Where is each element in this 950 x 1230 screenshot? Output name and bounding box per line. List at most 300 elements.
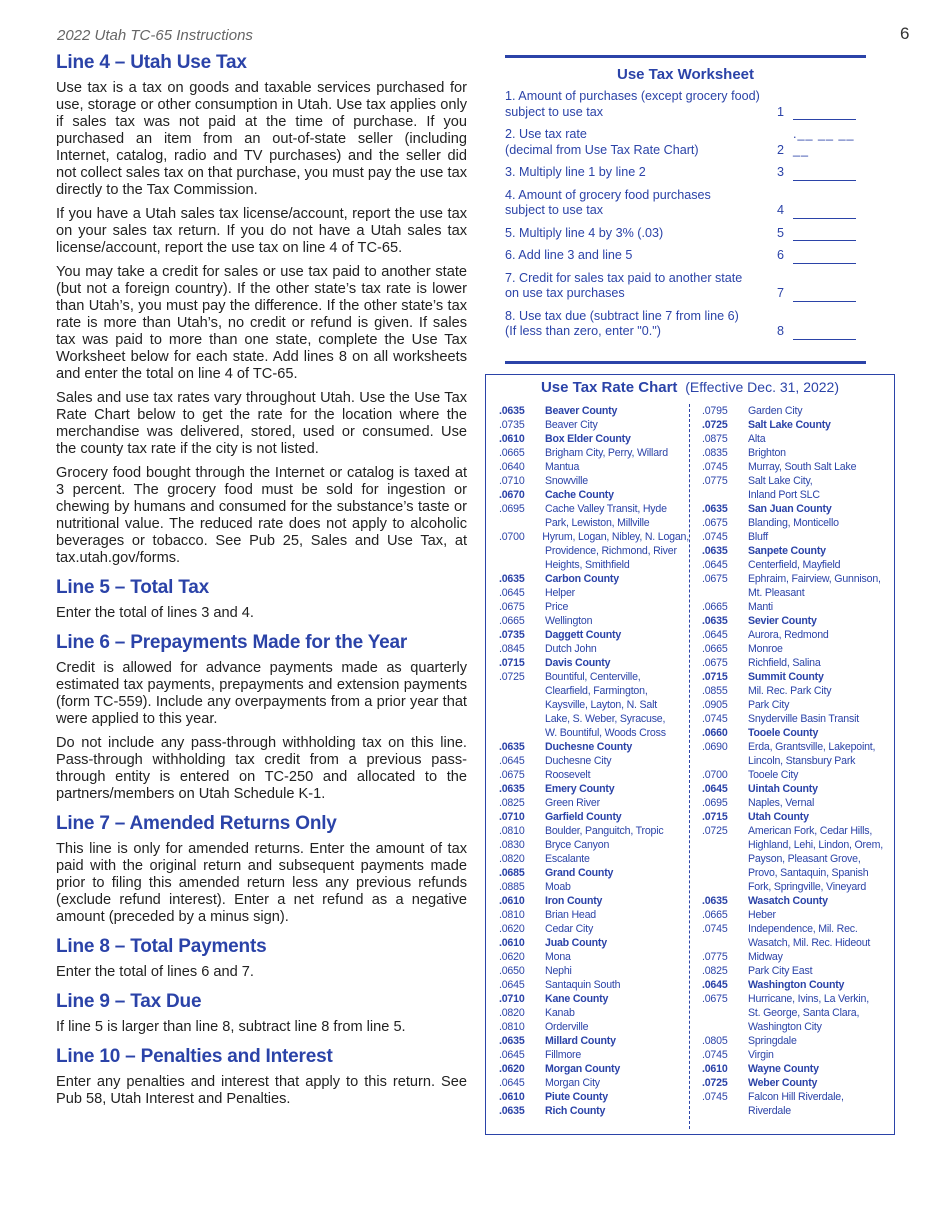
city-rate-row <box>499 558 689 572</box>
city-rate-row <box>702 474 892 488</box>
tax-rate: .0635 <box>702 545 728 557</box>
tax-rate: .0825 <box>499 797 525 809</box>
tax-rate: .0645 <box>499 1049 525 1061</box>
county-rate-row <box>499 1034 689 1048</box>
section-paragraph: Sales and use tax rates vary throughout Utah. Use the Use Tax Rate Chart below to get the rate for the location where the merchandise was delivered, stored, used or consumed. Use the county tax rate if the city is not listed. <box>56 390 467 457</box>
city-rate-row <box>702 754 892 768</box>
tax-rate: .0775 <box>702 475 728 487</box>
tax-rate <box>702 586 748 600</box>
tax-rate: .0675 <box>499 769 525 781</box>
location-name: Summit County <box>748 671 824 683</box>
worksheet-line-text: 5. Multiply line 4 by 3% (.03) <box>505 225 664 240</box>
county-rate-row <box>499 1062 689 1076</box>
answer-underline <box>793 328 856 340</box>
county-rate-row <box>702 614 892 628</box>
worksheet-line-text: 6. Add line 3 and line 5 <box>505 248 633 262</box>
tax-rate: .0690 <box>702 741 728 753</box>
city-rate-row <box>499 446 689 460</box>
rate-chart-column-2 <box>702 404 892 1118</box>
county-rate-row <box>702 670 892 684</box>
tax-rate: .0795 <box>702 405 728 417</box>
worksheet-answer-blank <box>793 89 866 120</box>
worksheet-line <box>505 248 866 264</box>
tax-rate: .0715 <box>702 811 728 823</box>
location-name: Wellington <box>545 615 593 627</box>
county-rate-row <box>702 894 892 908</box>
tax-rate: .0610 <box>702 1063 728 1075</box>
section-paragraph: Do not include any pass-through withholding tax on this line. Pass-through withholding tax credit from a previous pass-through entity is entered on TC-250 and allocated to the partners/members on Utah Schedule K-1. <box>56 735 467 802</box>
county-rate-row <box>499 628 689 642</box>
city-rate-row <box>702 796 892 810</box>
worksheet-line-number: 8 <box>777 324 785 338</box>
tax-rate: .0620 <box>499 951 525 963</box>
tax-rate <box>702 866 748 880</box>
county-rate-row <box>702 1076 892 1090</box>
tax-rate: .0745 <box>702 531 728 543</box>
county-rate-row <box>499 866 689 880</box>
instructions-column <box>56 52 467 1115</box>
tax-rate: .0745 <box>702 461 728 473</box>
location-name: Snowville <box>545 475 588 487</box>
tax-rate <box>702 852 748 866</box>
location-name: Juab County <box>545 937 607 949</box>
location-name: Erda, Grantsville, Lakepoint, <box>748 741 876 753</box>
city-rate-row <box>702 824 892 838</box>
location-name: Beaver City <box>545 419 598 431</box>
tax-rate: .0905 <box>702 699 728 711</box>
answer-underline <box>793 108 856 120</box>
city-rate-row <box>702 992 892 1006</box>
city-rate-row <box>702 572 892 586</box>
location-name: Brian Head <box>545 909 596 921</box>
location-name: Iron County <box>545 895 603 907</box>
location-name: Washington County <box>748 979 845 991</box>
tax-rate: .0745 <box>702 1091 728 1103</box>
location-name: Wasatch, Mil. Rec. Hideout <box>748 937 871 949</box>
tax-rate: .0665 <box>499 447 525 459</box>
tax-rate <box>499 544 545 558</box>
county-rate-row <box>499 488 689 502</box>
section-heading: Line 6 – Prepayments Made for the Year <box>56 632 408 653</box>
section-heading: Line 4 – Utah Use Tax <box>56 52 247 73</box>
city-rate-row <box>499 544 689 558</box>
city-rate-row <box>702 1048 892 1062</box>
tax-rate <box>702 1104 748 1118</box>
tax-rate: .0715 <box>499 657 525 669</box>
location-name: Monroe <box>748 643 783 655</box>
worksheet-line <box>505 89 866 120</box>
location-name: Davis County <box>545 657 611 669</box>
location-name: Kane County <box>545 993 609 1005</box>
tax-rate: .0635 <box>499 405 525 417</box>
tax-rate: .0745 <box>702 1049 728 1061</box>
city-rate-row <box>702 600 892 614</box>
location-name: Mt. Pleasant <box>748 587 805 599</box>
worksheet-line-number: 1 <box>777 104 785 119</box>
location-name: Mil. Rec. Park City <box>748 685 832 697</box>
city-rate-row <box>702 908 892 922</box>
rate-chart-subtitle: (Effective Dec. 31, 2022) <box>685 379 840 395</box>
location-name: San Juan County <box>748 503 832 515</box>
city-rate-row <box>702 642 892 656</box>
section-paragraph: Enter any penalties and interest that apply to this return. See Pub 58, Utah Interest and Penalties. <box>56 1074 467 1107</box>
location-name: Alta <box>748 433 766 445</box>
city-rate-row <box>499 474 689 488</box>
location-name: Hyrum, Logan, Nibley, N. Logan, <box>542 531 689 543</box>
worksheet-line-text: 3. Multiply line 1 by line 2 <box>505 165 646 179</box>
tax-rate: .0725 <box>499 671 525 683</box>
worksheet-line-text: 1. Amount of purchases (except grocery food) subject to use tax <box>505 89 760 119</box>
location-name: Grand County <box>545 867 614 879</box>
tax-rate: .0665 <box>499 615 525 627</box>
worksheet-answer-blank <box>793 165 866 181</box>
location-name: Garden City <box>748 405 803 417</box>
location-name: Sevier County <box>748 615 817 627</box>
tax-rate: .0635 <box>499 741 525 753</box>
tax-rate: .0725 <box>702 419 728 431</box>
tax-rate: .0645 <box>499 587 525 599</box>
tax-rate: .0885 <box>499 881 525 893</box>
location-name: Bluff <box>748 531 769 543</box>
city-rate-row <box>499 964 689 978</box>
section-paragraph: This line is only for amended returns. Enter the amount of tax paid with the original return and subsequent payments made prior to filing this amended return less any previous refunds (exclude refund interest). Enter a net refund as a negative amount (preceded by a minus sign). <box>56 841 467 925</box>
answer-underline <box>793 290 856 302</box>
city-rate-row <box>499 530 689 544</box>
tax-rate: .0675 <box>702 573 728 585</box>
city-rate-row <box>702 852 892 866</box>
tax-rate: .0645 <box>702 783 728 795</box>
location-name: Midway <box>748 951 783 963</box>
worksheet-line-number: 4 <box>777 203 785 217</box>
tax-rate: .0665 <box>702 909 728 921</box>
location-name: Brigham City, Perry, Willard <box>545 447 668 459</box>
tax-rate: .0635 <box>499 783 525 795</box>
city-rate-row <box>499 418 689 432</box>
tax-rate <box>499 516 545 530</box>
worksheet-answer-blank <box>793 309 866 340</box>
tax-rate: .0675 <box>702 657 728 669</box>
location-name: Kaysville, Layton, N. Salt <box>545 699 657 711</box>
worksheet-line-text: 2. Use tax rate (decimal from Use Tax Rate Chart) <box>505 127 699 157</box>
tax-rate: .0695 <box>702 797 728 809</box>
section-paragraph: If line 5 is larger than line 8, subtract line 8 from line 5. <box>56 1019 406 1035</box>
city-rate-row <box>499 1076 689 1090</box>
location-name: Box Elder County <box>545 433 631 445</box>
city-rate-row <box>499 684 689 698</box>
city-rate-row <box>702 936 892 950</box>
city-rate-row <box>499 838 689 852</box>
location-name: Independence, Mil. Rec. <box>748 923 858 935</box>
location-name: Price <box>545 601 569 613</box>
location-name: Aurora, Redmond <box>748 629 829 641</box>
tax-rate: .0700 <box>702 769 728 781</box>
tax-rate <box>702 1006 748 1020</box>
county-rate-row <box>499 992 689 1006</box>
answer-underline <box>793 169 856 181</box>
tax-rate: .0820 <box>499 1007 525 1019</box>
city-rate-row <box>499 642 689 656</box>
tax-rate: .0675 <box>499 601 525 613</box>
section-heading: Line 9 – Tax Due <box>56 991 202 1012</box>
location-name: Fillmore <box>545 1049 582 1061</box>
county-rate-row <box>499 894 689 908</box>
tax-rate: .0665 <box>702 643 728 655</box>
tax-rate: .0645 <box>499 755 525 767</box>
city-rate-row <box>499 502 689 516</box>
tax-rate: .0620 <box>499 923 525 935</box>
worksheet-line <box>505 226 866 242</box>
city-rate-row <box>702 1034 892 1048</box>
tax-rate: .0875 <box>702 433 728 445</box>
county-rate-row <box>499 740 689 754</box>
city-rate-row <box>702 950 892 964</box>
tax-rate <box>499 698 545 712</box>
city-rate-row <box>702 530 892 544</box>
location-name: Park City <box>748 699 790 711</box>
worksheet-line <box>505 309 866 340</box>
city-rate-row <box>499 908 689 922</box>
tax-rate: .0810 <box>499 1021 525 1033</box>
tax-rate <box>702 936 748 950</box>
location-name: Piute County <box>545 1091 608 1103</box>
city-rate-row <box>499 712 689 726</box>
location-name: Tooele City <box>748 769 799 781</box>
location-name: Providence, Richmond, River <box>545 545 677 557</box>
tax-rate: .0805 <box>702 1035 728 1047</box>
tax-rate: .0710 <box>499 993 525 1005</box>
location-name: Morgan County <box>545 1063 621 1075</box>
location-name: Park, Lewiston, Millville <box>545 517 650 529</box>
tax-rate: .0660 <box>702 727 728 739</box>
city-rate-row <box>499 460 689 474</box>
tax-rate: .0635 <box>499 1035 525 1047</box>
tax-rate: .0700 <box>499 531 525 543</box>
tax-rate: .0685 <box>499 867 525 879</box>
section-heading: Line 10 – Penalties and Interest <box>56 1046 333 1067</box>
tax-rate <box>499 558 545 572</box>
city-rate-row <box>702 558 892 572</box>
city-rate-row <box>702 656 892 670</box>
section-paragraph: Enter the total of lines 6 and 7. <box>56 964 254 980</box>
location-name: Heber <box>748 909 776 921</box>
location-name: Duchesne City <box>545 755 612 767</box>
tax-rate: .0745 <box>702 713 728 725</box>
city-rate-row <box>499 586 689 600</box>
location-name: Daggett County <box>545 629 622 641</box>
tax-rate: .0835 <box>702 447 728 459</box>
city-rate-row <box>702 446 892 460</box>
document-header-title: 2022 Utah TC-65 Instructions <box>57 27 253 44</box>
tax-rate <box>702 488 748 502</box>
city-rate-row <box>702 586 892 600</box>
location-name: Green River <box>545 797 600 809</box>
tax-rate: .0855 <box>702 685 728 697</box>
section-heading: Line 5 – Total Tax <box>56 577 210 598</box>
city-rate-row <box>702 866 892 880</box>
answer-underline <box>793 252 856 264</box>
location-name: Cedar City <box>545 923 594 935</box>
tax-rate: .0725 <box>702 1077 728 1089</box>
county-rate-row <box>702 544 892 558</box>
location-name: Wayne County <box>748 1063 819 1075</box>
city-rate-row <box>499 1048 689 1062</box>
location-name: Naples, Vernal <box>748 797 815 809</box>
city-rate-row <box>499 670 689 684</box>
tax-rate <box>702 880 748 894</box>
location-name: Ephraim, Fairview, Gunnison, <box>748 573 881 585</box>
tax-rate: .0645 <box>702 559 728 571</box>
worksheet-lines <box>505 89 866 340</box>
tax-rate: .0710 <box>499 811 525 823</box>
city-rate-row <box>702 964 892 978</box>
use-tax-rate-chart <box>485 374 895 1135</box>
location-name: Salt Lake County <box>748 419 831 431</box>
location-name: Kanab <box>545 1007 575 1019</box>
tax-rate: .0735 <box>499 419 525 431</box>
worksheet-line <box>505 271 866 302</box>
location-name: Virgin <box>748 1049 774 1061</box>
location-name: Boulder, Panguitch, Tropic <box>545 825 664 837</box>
tax-rate: .0610 <box>499 433 525 445</box>
city-rate-row <box>499 1020 689 1034</box>
location-name: Falcon Hill Riverdale, <box>748 1091 844 1103</box>
city-rate-row <box>499 852 689 866</box>
city-rate-row <box>499 600 689 614</box>
location-name: Emery County <box>545 783 615 795</box>
tax-rate: .0635 <box>702 503 728 515</box>
city-rate-row <box>499 1006 689 1020</box>
tax-rate: .0645 <box>702 979 728 991</box>
county-rate-row <box>499 782 689 796</box>
location-name: Murray, South Salt Lake <box>748 461 857 473</box>
tax-rate: .0820 <box>499 853 525 865</box>
worksheet-line-number: 5 <box>777 225 785 240</box>
location-name: Moab <box>545 881 571 893</box>
county-rate-row <box>702 978 892 992</box>
rate-decimal-blank: .__ __ __ __ <box>793 127 855 157</box>
city-rate-row <box>702 516 892 530</box>
location-name: Escalante <box>545 853 590 865</box>
section-paragraph: Credit is allowed for advance payments made as quarterly estimated tax payments, prepayments and extension payments (form TC-559). Include any overpayments from a prior year that were applied to this year. <box>56 660 467 727</box>
county-rate-row <box>702 726 892 740</box>
tax-rate: .0675 <box>702 517 728 529</box>
worksheet-answer-blank <box>793 248 866 264</box>
county-rate-row <box>499 936 689 950</box>
county-rate-row <box>702 1062 892 1076</box>
location-name: Helper <box>545 587 576 599</box>
city-rate-row <box>702 1006 892 1020</box>
location-name: Blanding, Monticello <box>748 517 839 529</box>
tax-rate: .0710 <box>499 475 525 487</box>
worksheet-line-number: 3 <box>777 165 785 179</box>
worksheet-line-number: 7 <box>777 286 785 300</box>
county-rate-row <box>702 418 892 432</box>
location-name: Carbon County <box>545 573 619 585</box>
location-name: Lake, S. Weber, Syracuse, <box>545 713 666 725</box>
tax-rate: .0810 <box>499 909 525 921</box>
worksheet-line <box>505 127 866 158</box>
section-heading: Line 8 – Total Payments <box>56 936 267 957</box>
tax-rate: .0650 <box>499 965 525 977</box>
city-rate-row <box>499 880 689 894</box>
tax-rate <box>499 726 545 740</box>
city-rate-row <box>499 614 689 628</box>
city-rate-row <box>702 712 892 726</box>
county-rate-row <box>702 810 892 824</box>
location-name: Manti <box>748 601 773 613</box>
county-rate-row <box>499 1104 689 1118</box>
city-rate-row <box>499 516 689 530</box>
tax-rate: .0635 <box>499 573 525 585</box>
city-rate-row <box>702 740 892 754</box>
worksheet-title: Use Tax Worksheet <box>617 66 754 83</box>
location-name: Cache County <box>545 489 614 501</box>
city-rate-row <box>702 432 892 446</box>
worksheet-line-number: 2 <box>777 142 785 157</box>
section-paragraph: If you have a Utah sales tax license/account, report the use tax on your sales tax return. If you do not have a Utah sales tax license/account, report the use tax on line 4 of TC-65. <box>56 206 467 256</box>
tax-rate: .0645 <box>499 979 525 991</box>
tax-rate: .0715 <box>702 671 728 683</box>
location-name: Beaver County <box>545 405 618 417</box>
location-name: Garfield County <box>545 811 622 823</box>
worksheet-answer-blank <box>793 188 866 219</box>
city-rate-row <box>702 1104 892 1118</box>
location-name: Mantua <box>545 461 580 473</box>
city-rate-row <box>499 698 689 712</box>
location-name: Bountiful, Centerville, <box>545 671 641 683</box>
tax-rate: .0845 <box>499 643 525 655</box>
city-rate-row <box>702 922 892 936</box>
tax-rate: .0645 <box>702 629 728 641</box>
worksheet-line-number: 6 <box>777 248 785 262</box>
tax-rate: .0620 <box>499 1063 525 1075</box>
location-name: Mona <box>545 951 571 963</box>
tax-rate: .0810 <box>499 825 525 837</box>
city-rate-row <box>499 796 689 810</box>
county-rate-row <box>499 656 689 670</box>
tax-rate: .0610 <box>499 1091 525 1103</box>
worksheet-answer-blank <box>793 226 866 242</box>
city-rate-row <box>499 768 689 782</box>
location-name: Uintah County <box>748 783 818 795</box>
rate-chart-column-1 <box>499 404 689 1118</box>
location-name: Inland Port SLC <box>748 489 820 501</box>
tax-rate <box>702 754 748 768</box>
page-number: 6 <box>900 24 910 43</box>
tax-rate: .0610 <box>499 937 525 949</box>
location-name: Weber County <box>748 1077 818 1089</box>
location-name: Fork, Springville, Vineyard <box>748 881 867 893</box>
location-name: Duchesne County <box>545 741 633 753</box>
city-rate-row <box>499 824 689 838</box>
tax-rate: .0665 <box>702 601 728 613</box>
county-rate-row <box>499 404 689 418</box>
location-name: Salt Lake City, <box>748 475 813 487</box>
section-heading: Line 7 – Amended Returns Only <box>56 813 337 834</box>
worksheet-answer-blank <box>793 127 866 158</box>
location-name: Santaquin South <box>545 979 621 991</box>
location-name: Orderville <box>545 1021 589 1033</box>
city-rate-row <box>702 628 892 642</box>
location-name: Clearfield, Farmington, <box>545 685 648 697</box>
city-rate-row <box>499 922 689 936</box>
location-name: Wasatch County <box>748 895 828 907</box>
city-rate-row <box>702 460 892 474</box>
county-rate-row <box>499 432 689 446</box>
location-name: Lincoln, Stansbury Park <box>748 755 856 767</box>
location-name: Payson, Pleasant Grove, <box>748 853 861 865</box>
location-name: Centerfield, Mayfield <box>748 559 841 571</box>
